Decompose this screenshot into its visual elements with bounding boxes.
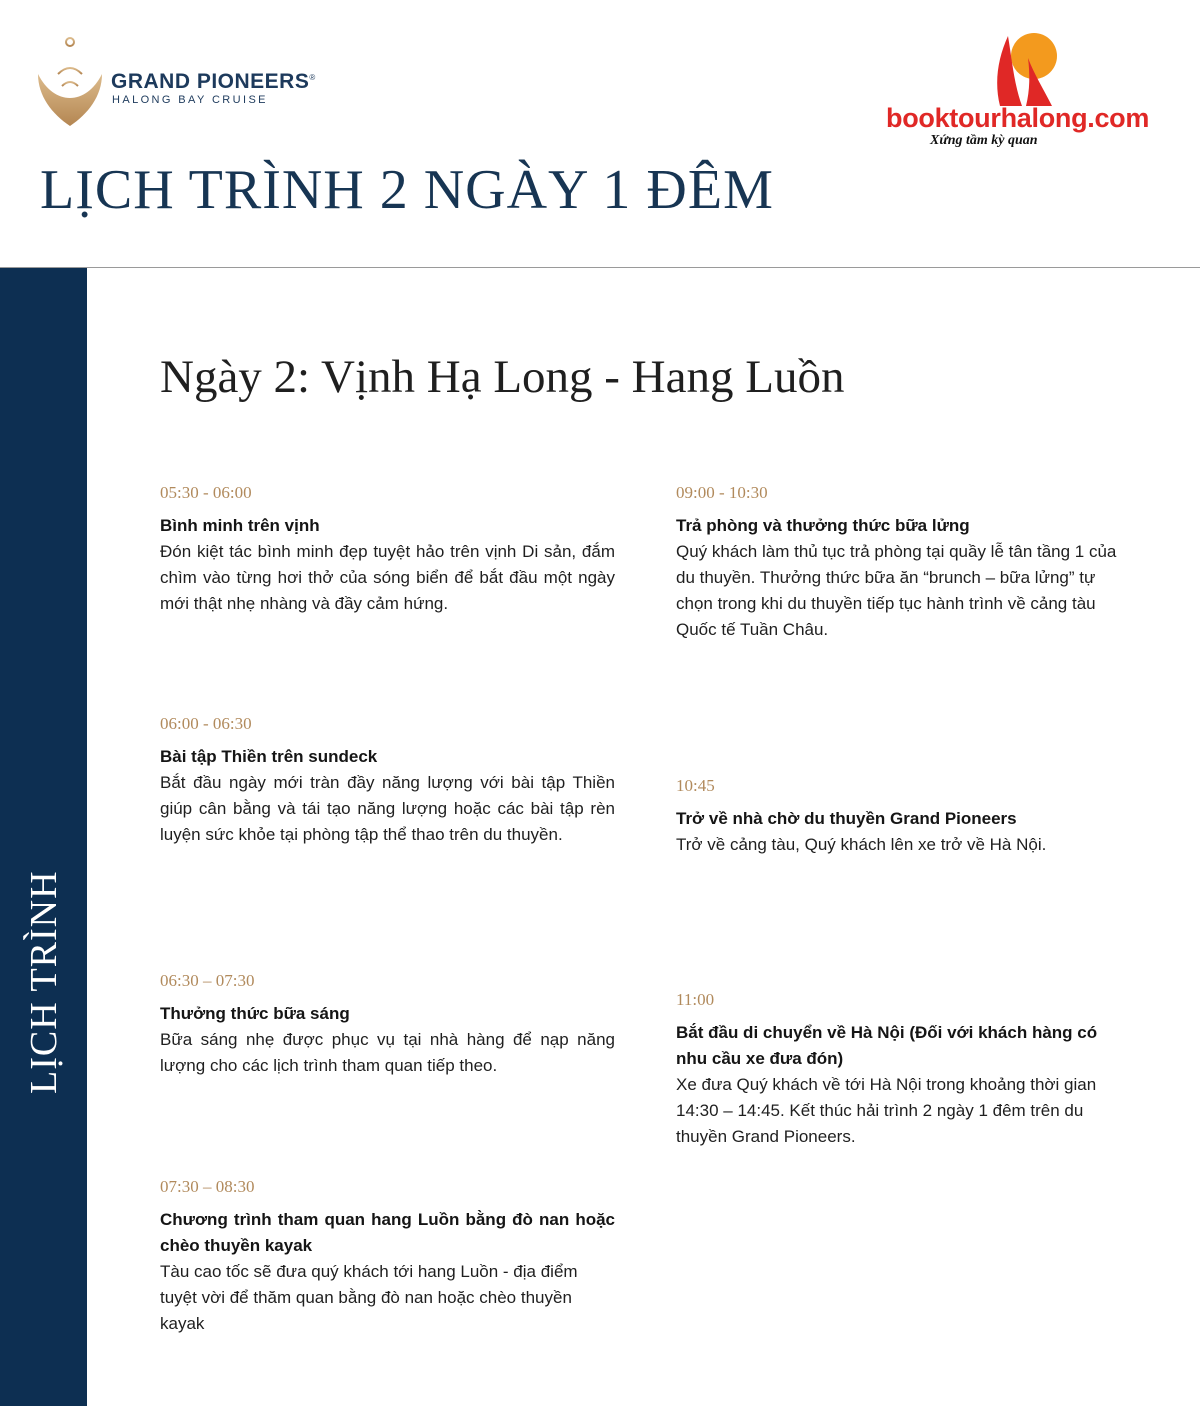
item-time: 07:30 – 08:30 [160, 1177, 255, 1196]
item-time: 06:30 – 07:30 [160, 971, 255, 990]
day-title: Ngày 2: Vịnh Hạ Long - Hang Luồn [160, 351, 845, 403]
item-time: 09:00 - 10:30 [676, 483, 768, 502]
item-time: 05:30 - 06:00 [160, 483, 252, 502]
sidebar-label: LỊCH TRÌNH [23, 870, 65, 1094]
schedule-item [160, 714, 615, 848]
item-title: Bài tập Thiền trên sundeck [160, 747, 378, 766]
item-description: Xe đưa Quý khách về tới Hà Nội trong khoảng thời gian 14:30 – 14:45. Kết thúc hải trình 2 ngày 1 đêm trên du thuyền Grand Pioneers. [676, 1075, 1097, 1146]
booktourhalong-logo [884, 30, 1174, 155]
anchor-ship-icon [34, 34, 106, 130]
item-description: Tàu cao tốc sẽ đưa quý khách tới hang Luồn - địa điểm tuyệt vời để thăm quan bằng đò nan hoặc chèo thuyền kayak [160, 1262, 578, 1333]
schedule-item [676, 483, 1131, 643]
schedule-item [676, 776, 1131, 858]
page-header [0, 0, 1200, 268]
item-title: Chương trình tham quan hang Luồn bằng đò nan hoặc chèo thuyền kayak [160, 1210, 615, 1255]
item-title: Trở về nhà chờ du thuyền Grand Pioneers [676, 809, 1017, 828]
item-description: Đón kiệt tác bình minh đẹp tuyệt hảo trên vịnh Di sản, đắm chìm vào từng hơi thở của sóng biển để bắt đầu một ngày mới thật nhẹ nhàng và đầy cảm hứng. [160, 542, 615, 613]
brand-name: GRAND PIONEERS® [111, 70, 316, 93]
item-title: Bình minh trên vịnh [160, 516, 320, 535]
item-time: 11:00 [676, 990, 715, 1009]
item-title: Trả phòng và thưởng thức bữa lửng [676, 516, 970, 535]
item-description: Bắt đầu ngày mới tràn đầy năng lượng với bài tập Thiền giúp cân bằng và tái tạo năng lượng hoặc các bài tập rèn luyện sức khỏe tại phòng tập thể thao trên du thuyền. [160, 773, 615, 844]
schedule-item [160, 971, 615, 1079]
item-time: 10:45 [676, 776, 715, 795]
sail-sun-icon [884, 30, 1174, 110]
schedule-item [676, 990, 1131, 1150]
sidebar [0, 268, 87, 1406]
schedule-item [160, 483, 615, 617]
brand-tagline: HALONG BAY CRUISE [112, 94, 268, 106]
page-title: LỊCH TRÌNH 2 NGÀY 1 ĐÊM [40, 159, 774, 221]
schedule-item [160, 1177, 615, 1337]
item-description: Bữa sáng nhẹ được phục vụ tại nhà hàng để nạp năng lượng cho các lịch trình tham quan tiếp theo. [160, 1030, 615, 1075]
partner-name: booktourhalong.com [886, 103, 1150, 133]
partner-slogan: Xứng tầm kỳ quan [930, 133, 1038, 148]
item-title: Bắt đầu di chuyển về Hà Nội (Đối với khách hàng có nhu cầu xe đưa đón) [676, 1023, 1098, 1068]
item-description: Quý khách làm thủ tục trả phòng tại quầy lễ tân tầng 1 của du thuyền. Thưởng thức bữa ăn “brunch – bữa lửng” tự chọn trong khi du thuyền tiếp tục hành trình về cảng tàu Quốc tế Tuần Châu. [676, 542, 1117, 639]
item-time: 06:00 - 06:30 [160, 714, 252, 733]
item-description: Trở về cảng tàu, Quý khách lên xe trở về Hà Nội. [676, 835, 1047, 854]
header-divider [0, 267, 1200, 268]
grand-pioneers-logo [34, 34, 334, 134]
item-title: Thưởng thức bữa sáng [160, 1004, 350, 1023]
